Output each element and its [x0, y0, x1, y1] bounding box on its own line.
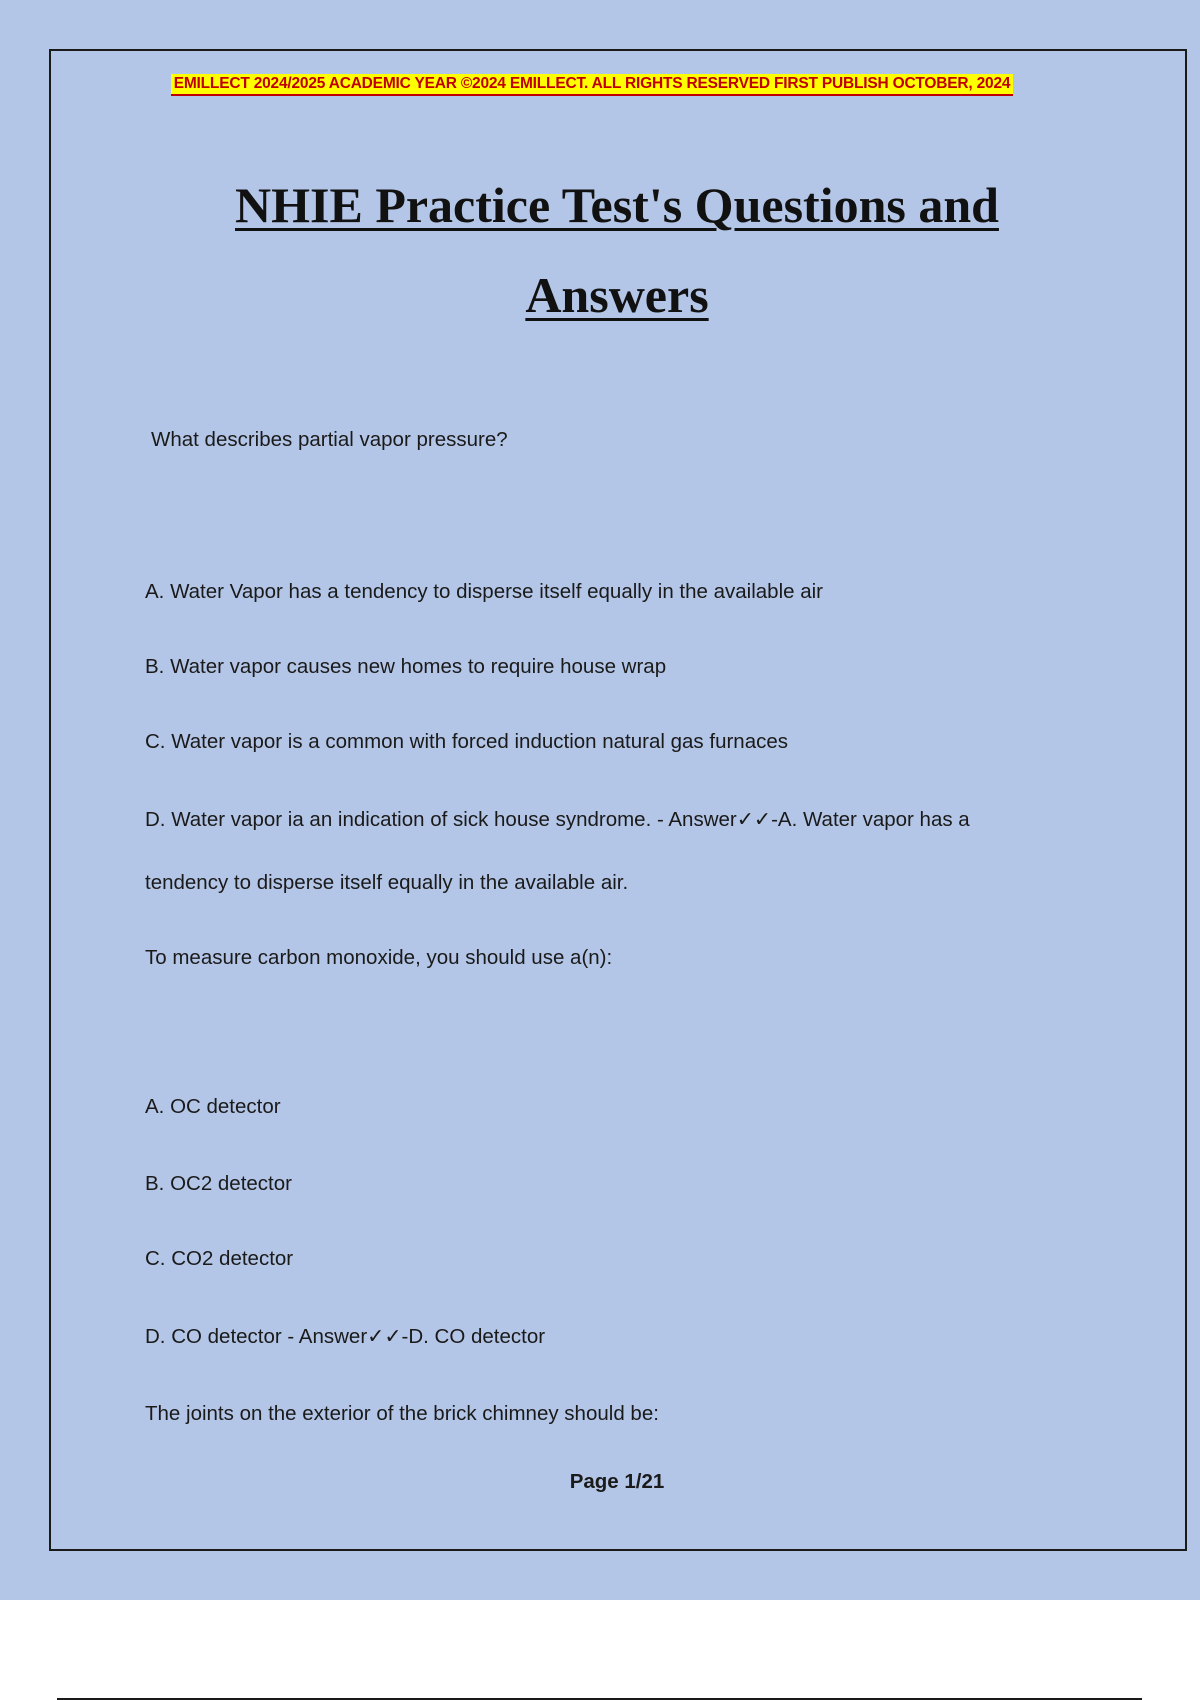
- question-2-option-b: B. OC2 detector: [145, 1172, 292, 1195]
- page-number: Page 1/21: [569, 1470, 665, 1493]
- document-title-line-1: NHIE Practice Test's Questions and: [235, 177, 999, 233]
- question-2-answer: D. CO detector - Answer✓✓-D. CO detector: [145, 1325, 546, 1348]
- copyright-banner: [0, 74, 1200, 96]
- document-title: [0, 160, 1200, 340]
- question-2-option-c: C. CO2 detector: [145, 1247, 294, 1270]
- question-2-option-a: A. OC detector: [145, 1095, 281, 1118]
- question-1-option-c: C. Water vapor is a common with forced induction natural gas furnaces: [145, 730, 789, 753]
- question-1-option-b: B. Water vapor causes new homes to require house wrap: [145, 655, 667, 678]
- question-1-text: What describes partial vapor pressure?: [151, 428, 508, 451]
- question-3-text: The joints on the exterior of the brick chimney should be:: [145, 1402, 659, 1425]
- question-1-option-a: A. Water Vapor has a tendency to disperse itself equally in the available air: [145, 580, 824, 603]
- question-1-answer-continued: tendency to disperse itself equally in the available air.: [145, 871, 629, 894]
- question-1-answer: D. Water vapor ia an indication of sick house syndrome. - Answer✓✓-A. Water vapor has a: [145, 808, 970, 831]
- document-title-line-2: Answers: [525, 267, 709, 323]
- question-2-text: To measure carbon monoxide, you should use a(n):: [145, 946, 613, 969]
- copyright-banner-text: EMILLECT 2024/2025 ACADEMIC YEAR ©2024 EMILLECT. ALL RIGHTS RESERVED FIRST PUBLISH OCTOBER, 2024: [171, 74, 1014, 96]
